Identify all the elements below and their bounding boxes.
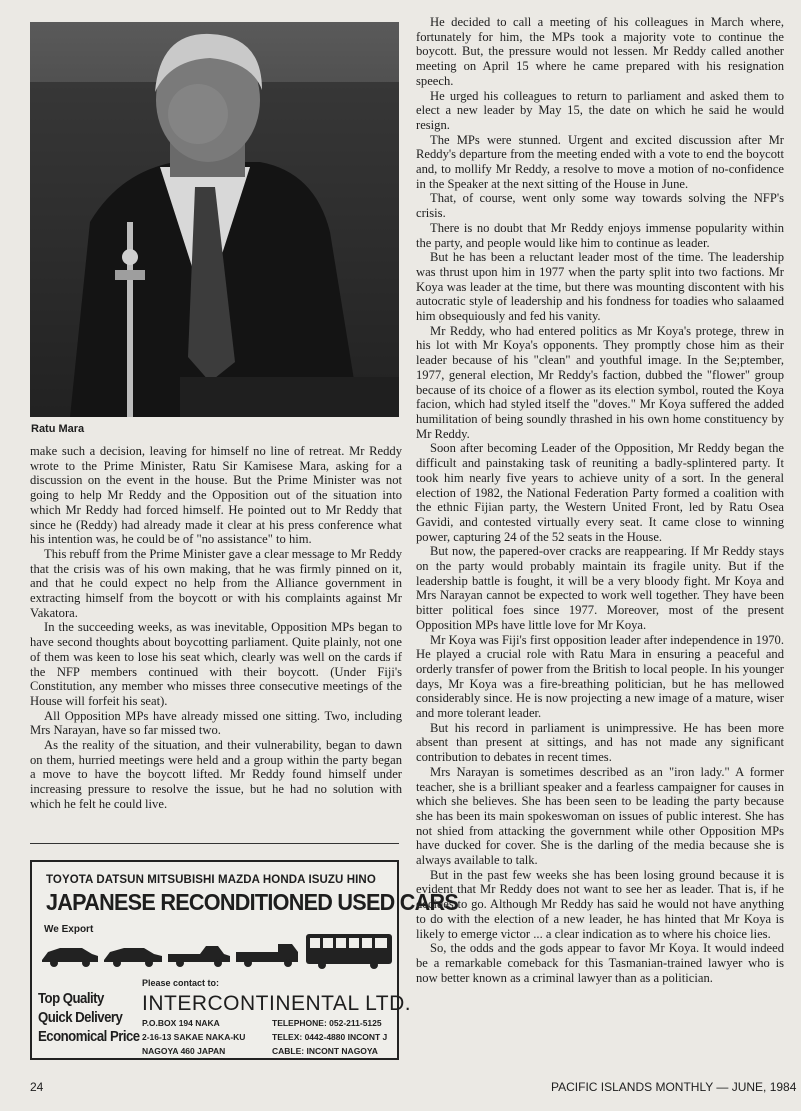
bus-icon: [306, 934, 392, 969]
ad-headline: JAPANESE RECONDITIONED USED CARS: [46, 889, 459, 915]
ad-phone-line: CABLE: INCONT NAGOYA: [272, 1046, 378, 1056]
publication-footer: PACIFIC ISLANDS MONTHLY — JUNE, 1984: [551, 1080, 797, 1094]
vehicles-illustration: [40, 930, 395, 970]
ad-brands: TOYOTA DATSUN MITSUBISHI MAZDA HONDA ISUZU HINO: [46, 874, 376, 886]
paragraph: make such a decision, leaving for himself no line of retreat. Mr Reddy wrote to the Prime Minister, Ratu Sir Kamisese Mara, asking for a discussion on the event in the house. But the Prime Minister was not going to help Mr Reddy and the Opposition out of the situation into which Mr Reddy had forced himself. He pointed out to Mr Reddy that since he (Reddy) had already made it clear at his press conference what his intention was, he could be of "no assistance" to him.: [30, 444, 402, 547]
paragraph: Soon after becoming Leader of the Opposition, Mr Reddy began the difficult and painstaking task of reuniting a badly-splintered party. It took him nearly five years to achieve unity of a sort. In the general election of 1982, the National Federation Party formed a coalition with the ethnic Fijian party, the Western United Front, led by Ratu Osea Gavidi, and contested virtually every seat. It came close to winning power, capturing 24 of the 52 seats in the House.: [416, 441, 784, 544]
ad-tagline: Quick Delivery: [38, 1009, 123, 1026]
page-number: 24: [30, 1080, 44, 1094]
advertisement: [30, 860, 459, 1060]
ad-contact-label: Please contact to:: [142, 978, 220, 988]
truck-icon: [236, 944, 298, 967]
paragraph: That, of course, went only some way towards solving the NFP's crisis.: [416, 191, 784, 221]
paragraph: But he has been a reluctant leader most of the time. The leadership was thrust upon him in 1977 when the party split into two factions. Mr Koya was leader at the time, but there was mounting discontent with his autocratic style of leadership and his fondness for toadies who salaamed him obsequiously and fed his vanity.: [416, 250, 784, 324]
ad-address-line: 2-16-13 SAKAE NAKA-KU: [142, 1032, 246, 1042]
paragraph: So, the odds and the gods appear to favor Mr Koya. It would indeed be a remarkable comeback for this Tasmanian-trained lawyer who is now better known as a criminal lawyer than as a politician.: [416, 941, 784, 985]
ad-address-line: P.O.BOX 194 NAKA: [142, 1018, 220, 1028]
portrait-illustration: [30, 22, 399, 417]
ad-company-name: INTERCONTINENTAL LTD.: [142, 992, 412, 1015]
paragraph: All Opposition MPs have already missed one sitting. Two, including Mrs Narayan, have so far missed two.: [30, 708, 402, 738]
ad-export-label: We Export: [44, 924, 94, 935]
paragraph: In the succeeding weeks, as was inevitable, Opposition MPs began to have second thoughts about boycotting parliament. Quite plainly, not one of them was keen to lose his seat which, clearly was well on the cards if the NFP members continued with their boycott. (Under Fiji's Constitution, any member who misses three consecutive meetings of the House will forfeit his seat).: [30, 620, 402, 708]
ad-address-line: NAGOYA 460 JAPAN: [142, 1046, 226, 1056]
photo-caption: Ratu Mara: [31, 423, 85, 435]
pickup-icon: [168, 946, 230, 967]
paragraph: There is no doubt that Mr Reddy enjoys immense popularity within the party, and people would like him to continue as leader.: [416, 220, 784, 250]
paragraph: But his record in parliament is unimpressive. He has been more absent than present at sittings, and has not made any significant contribution to debates in recent times.: [416, 720, 784, 765]
paragraph: Mr Reddy, who had entered politics as Mr Koya's protege, threw in his lot with Mr Koya's opponents. They promptly chose him as their leader because of his "clean" and youthful image. In the Se;ptember, 1977, general election, Mr Reddy's faction, dubbed the "flower" group because of its choice of a flower as its election symbol, routed the Koya facion, which had styled itself the "doves." Mr Koya suffered the added humilitation of being soundly thrashed in his own home constituency by Mr Reddy.: [416, 323, 784, 441]
paragraph: As the reality of the situation, and their vulnerability, began to dawn on them, hurried meetings were held and a group within the party began a move to have the boycott lifted. Mr Reddy found himself under increasing pressure to resolve the issue, but he had no solution with which he felt he could live.: [30, 738, 402, 811]
ad-phone-line: TELEPHONE: 052-211-5125: [272, 1018, 382, 1028]
car-icon: [42, 948, 98, 967]
right-column-text: [416, 15, 784, 985]
ad-tagline: Economical Price: [38, 1028, 140, 1045]
paragraph: This rebuff from the Prime Minister gave a clear message to Mr Reddy that the crisis was of his own making, that he was firmly pinned on it, and that he could expect no help from the Alliance government in extracting himself from the boycott or with his complaints against Mr Vakatora.: [30, 546, 402, 620]
paragraph: The MPs were stunned. Urgent and excited discussion after Mr Reddy's departure from the meeting ended with a vote to end the boycott and, to mollify Mr Reddy, a resolve to move a motion of no-confidence in the Speaker at the next sitting of the House in June.: [416, 132, 784, 191]
paragraph: But in the past few weeks she has been losing ground because it is evident that Mr Reddy does not want to see her as leader. That is, if he decides to go. Although Mr Reddy has said he would not have anything to do with the election of a new leader, he has hinted that Mr Koya is likely to emerge victor ... a clear indication as to where his choice lies.: [416, 867, 784, 941]
left-column-text: [30, 444, 402, 812]
ad-phone-line: TELEX: 0442-4880 INCONT J: [272, 1032, 388, 1042]
photo-ratu-mara: [30, 22, 399, 417]
paragraph: He decided to call a meeting of his colleagues in March where, fortunately for him, the MPs took a majority vote to continue the boycott. But, the pressure would not lessen. Mr Reddy called another meeting on April 15 where he came prepared with his resignation speech.: [416, 15, 784, 88]
paragraph: Mr Koya was Fiji's first opposition leader after independence in 1970. He played a crucial role with Ratu Mara in ensuring a peaceful and orderly transfer of power from the British to local people. In his younger days, Mr Koya was a fire-breathing politician, but he has mellowed considerably since. He is now projecting a new image of a mature, wiser and more tolerant leader.: [416, 632, 784, 721]
ad-tagline: Top Quality: [38, 990, 104, 1007]
paragraph: But now, the papered-over cracks are reappearing. If Mr Reddy stays on the party would probably maintain its fragile unity. But if the leadership battle is fought, it will be a very bloody fight. Mr Koya and Mrs Narayan cannot be expected to work well together. They have been bitter political foes since 1977. Moreover, most of the present Opposition MPs have little love for Mr Koya.: [416, 544, 784, 632]
paragraph: Mrs Narayan is sometimes described as an "iron lady." A former teacher, she is a brilliant speaker and a fearless campaigner for causes in which she believes. She has been seen to be leading the party because she has been its main spokeswoman on issues of public interest. She has not shied from attacking the government while other Opposition MPs have ducked for cover. She is the darling of the media because she is always available to talk.: [416, 764, 784, 868]
paragraph: He urged his colleagues to return to parliament and asked them to elect a new leader by May 15, the date on which he said he would resign.: [416, 88, 784, 132]
car-icon: [104, 948, 162, 967]
section-divider: [30, 843, 399, 844]
